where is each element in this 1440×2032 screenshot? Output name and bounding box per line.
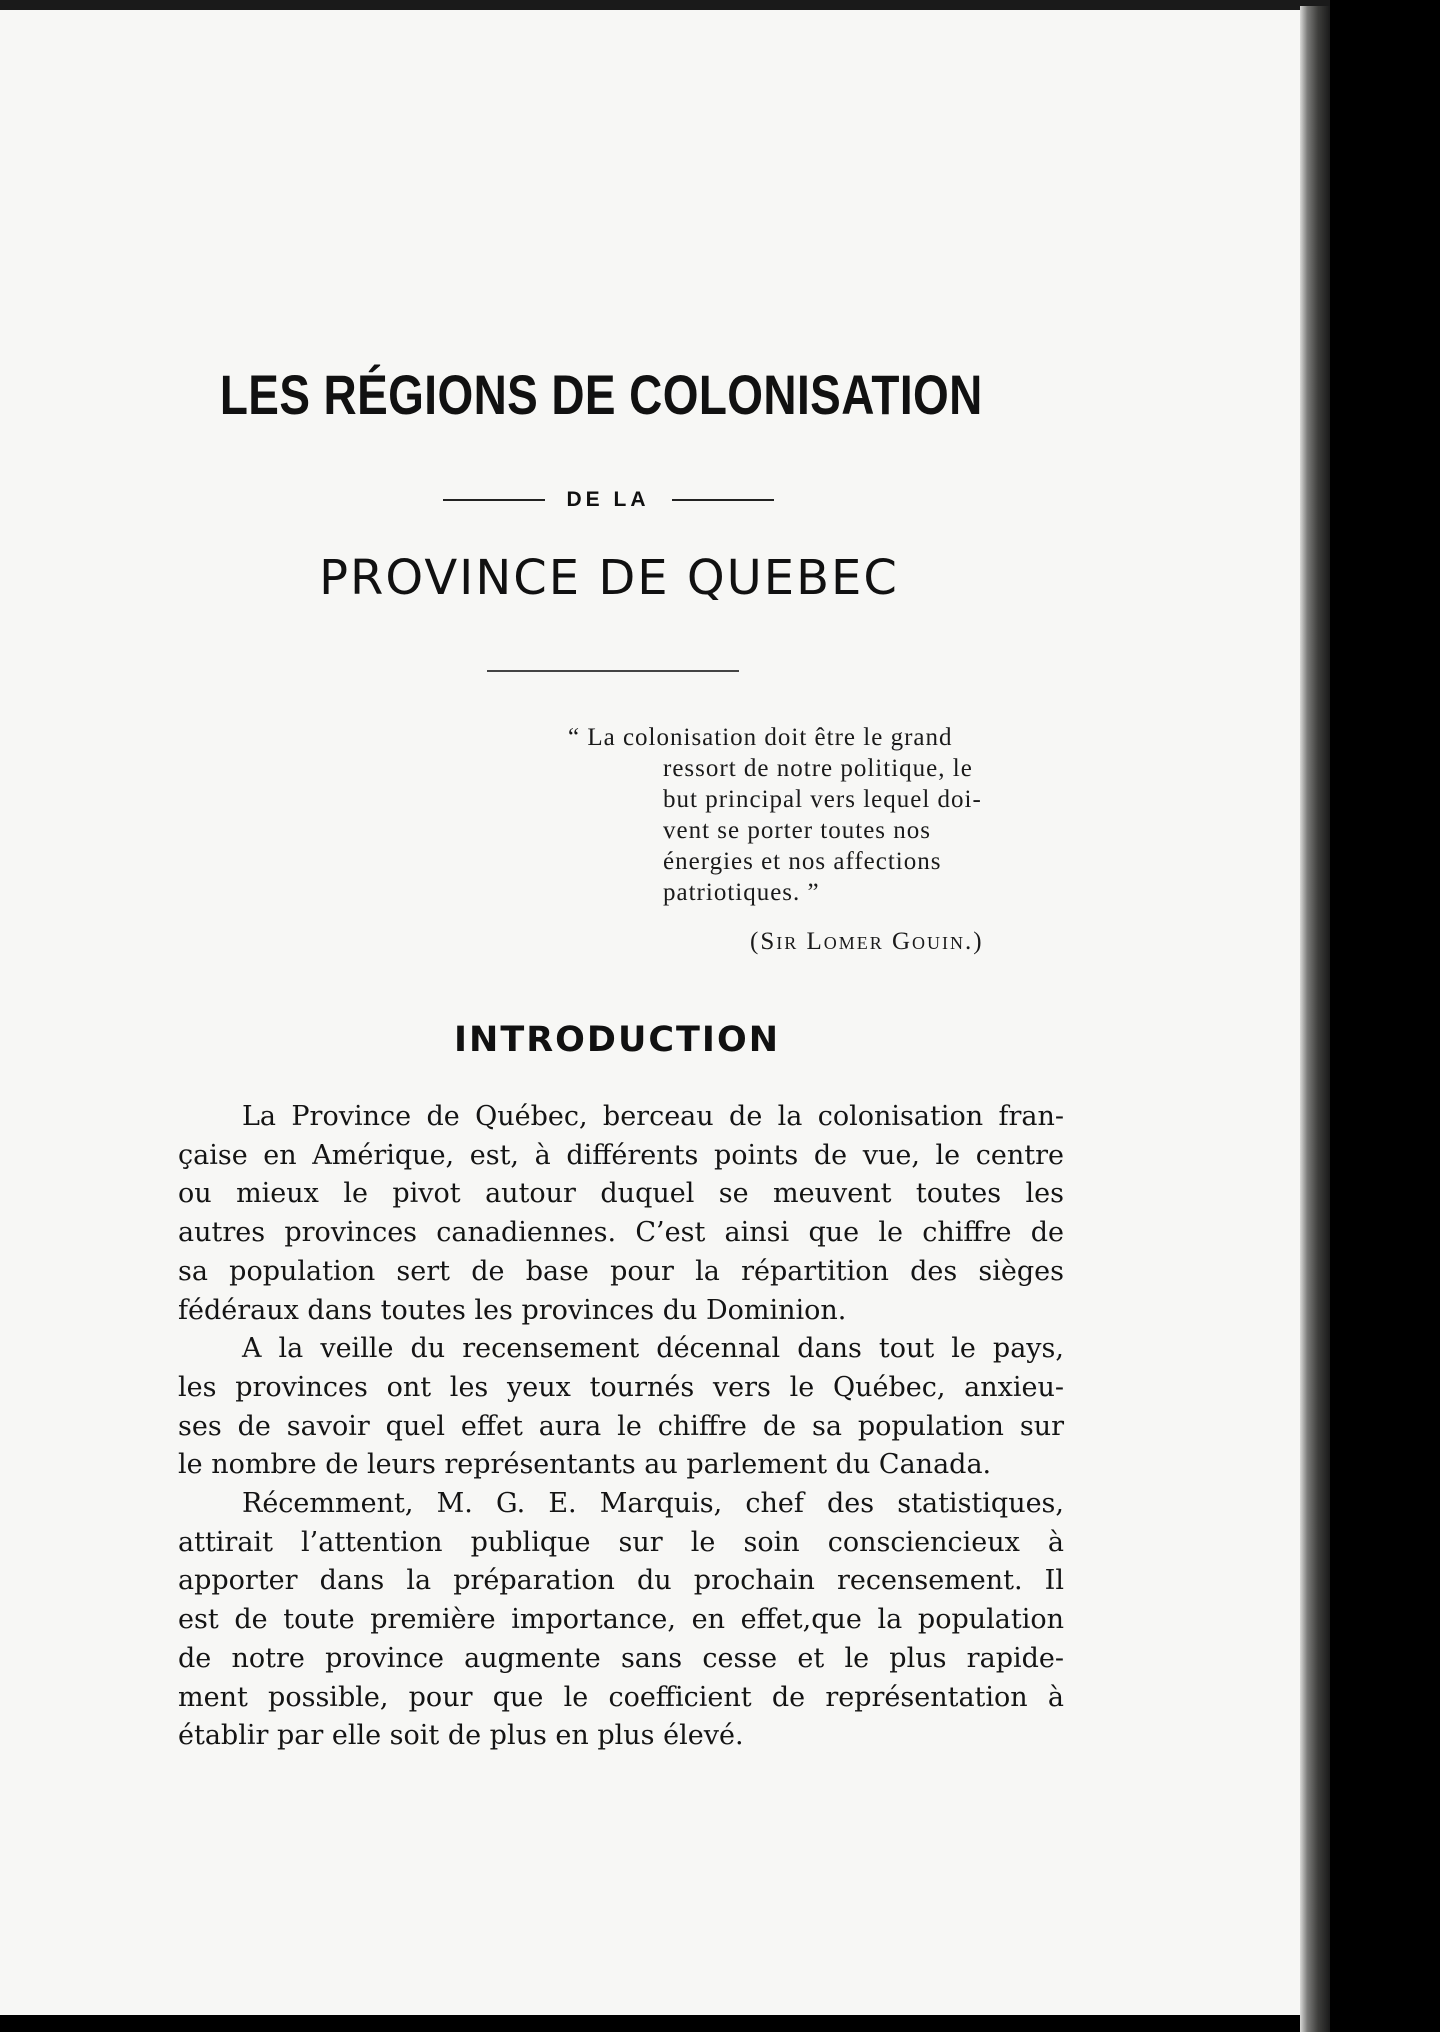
body-line: fédéraux dans toutes les provinces du Dominion.	[178, 1294, 847, 1326]
section-heading: INTRODUCTION	[454, 1020, 780, 1060]
body-line: autres provinces canadiennes. C’est ainsi que le chiffre de	[178, 1217, 1064, 1249]
body-line: ses de savoir quel effet aura le chiffre de sa population sur	[178, 1410, 1064, 1442]
province-title: PROVINCE DE QUEBEC	[319, 550, 899, 606]
body-line: de notre province augmente sans cesse et le plus rapide-	[178, 1642, 1064, 1674]
subtitle: DE LA	[566, 488, 650, 511]
page-title: LES RÉGIONS DE COLONISATION	[219, 363, 983, 426]
body-line: ou mieux le pivot autour duquel se meuvent toutes les	[178, 1178, 1064, 1210]
body-line: La Province de Québec, berceau de la colonisation fran-	[242, 1101, 1064, 1132]
body-line: Récemment, M. G. E. Marquis, chef des statistiques,	[242, 1488, 1064, 1520]
body-line: sa population sert de base pour la répartition des sièges	[178, 1255, 1064, 1287]
subtitle-right-rule	[672, 499, 774, 501]
body-text	[178, 1098, 1064, 1756]
epigraph-line: but principal vers lequel doi-	[663, 786, 982, 813]
epigraph-quote	[568, 722, 1068, 908]
body-line: les provinces ont les yeux tournés vers le Québec, anxieu-	[178, 1371, 1064, 1403]
book-page	[0, 10, 1300, 2015]
scan-top-border	[0, 0, 1330, 10]
title-divider	[487, 670, 739, 672]
epigraph-line: patriotiques. ”	[663, 879, 820, 906]
epigraph-line: vent se porter toutes nos	[663, 817, 932, 844]
body-line: çaise en Amérique, est, à différents points de vue, le centre	[178, 1139, 1064, 1171]
epigraph-line: énergies et nos affections	[663, 848, 942, 875]
epigraph-attribution: (Sir Lomer Gouin.)	[750, 928, 984, 955]
subtitle-row	[0, 488, 1216, 512]
body-line: établir par elle soit de plus en plus élevé.	[178, 1720, 744, 1752]
body-line: attirait l’attention publique sur le soin consciencieux à	[178, 1526, 1064, 1558]
body-line: apporter dans la préparation du prochain recensement. Il	[178, 1565, 1064, 1597]
body-line: est de toute première importance, en effet,que la population	[178, 1604, 1064, 1636]
subtitle-left-rule	[443, 499, 545, 501]
epigraph-line: ressort de notre politique, le	[663, 755, 973, 782]
epigraph-line: “ La colonisation doit être le grand	[568, 724, 953, 751]
body-line: A la veille du recensement décennal dans tout le pays,	[242, 1333, 1064, 1365]
page-edge-shadow	[1300, 6, 1330, 2032]
body-line: ment possible, pour que le coefficient de représentation à	[178, 1681, 1064, 1713]
body-line: le nombre de leurs représentants au parlement du Canada.	[178, 1449, 992, 1481]
